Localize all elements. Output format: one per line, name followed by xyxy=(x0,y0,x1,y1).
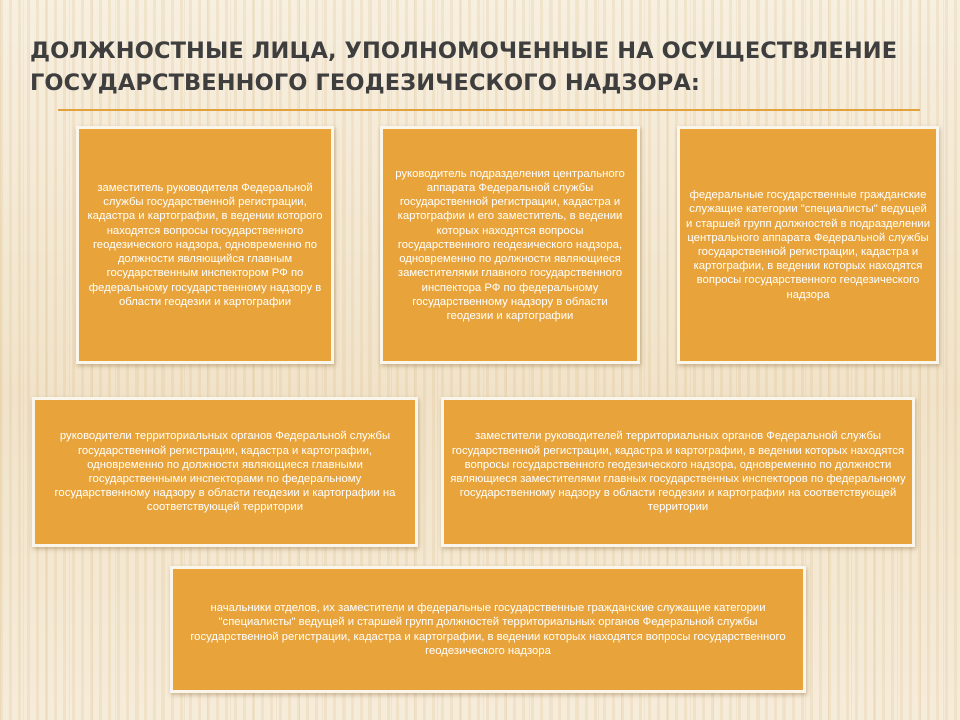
slide-title xyxy=(30,35,930,99)
official-box-deputy-head-federal-service xyxy=(76,126,334,364)
official-box-text: заместитель руководителя Федеральной службы государственной регистрации, кадастра и картографии, в ведении которого находятся вопросы государственного геодезического надзора, одновременно по должности являющийся главным государственным инспектором РФ по федеральному государственному надзору в области геодезии и картографии xyxy=(87,182,323,308)
official-box-central-specialists xyxy=(677,126,939,364)
official-box-text: руководители территориальных органов Федеральной службы государственной регистрации, кадастра и картографии, одновременно по должности являющиеся главными государственными инспекторами по федеральному государственному надзору в области геодезии и картографии на соответствующей территории xyxy=(54,430,396,514)
official-box-text: заместители руководителей территориальных органов Федеральной службы государственной регистрации, кадастра и картографии, в ведении которых находятся вопросы государственного геодезического надзора, одновременно по должности являющиеся заместителями главных государственных инспекторов по федеральному государственному надзору в области геодезии и картографии на соответствующей территории xyxy=(450,430,906,514)
title-divider xyxy=(58,109,920,111)
official-box-territorial-heads xyxy=(32,397,418,547)
official-box-text: начальники отделов, их заместители и федеральные государственные гражданские служащие категории "специалисты" ведущей и старшей групп должностей территориальных органов Федеральной службы государственной регистрации, кадастра и картографии, в ведении которых находятся вопросы государственного геодезического надзора xyxy=(190,602,786,657)
slide-title-line-1: ДОЛЖНОСТНЫЕ ЛИЦА, УПОЛНОМОЧЕННЫЕ НА ОСУЩЕСТВЛЕНИЕ xyxy=(30,38,898,64)
official-box-text: руководитель подразделения центрального аппарата Федеральной службы государственной регистрации, кадастра и картографии и его заместитель, в ведении которых находятся вопросы государственного геодезического надзора, одновременно по должности являющиеся заместителями главного государственного инспектора РФ по федеральному государственному надзору в области геодезии и картографии xyxy=(395,167,625,322)
official-box-territorial-deputies xyxy=(441,397,915,547)
official-box-department-heads-and-specialists xyxy=(170,566,806,693)
official-box-text: федеральные государственные гражданские служащие категории "специалисты" ведущей и старшей групп должностей в подразделении центрального аппарата Федеральной службы государственной регистрации, кадастра и картографии, в ведении которых находятся вопросы государственного геодезического надзора xyxy=(686,189,931,301)
official-box-head-central-division xyxy=(380,126,640,364)
slide-title-line-2: ГОСУДАРСТВЕННОГО ГЕОДЕЗИЧЕСКОГО НАДЗОРА: xyxy=(30,70,700,96)
